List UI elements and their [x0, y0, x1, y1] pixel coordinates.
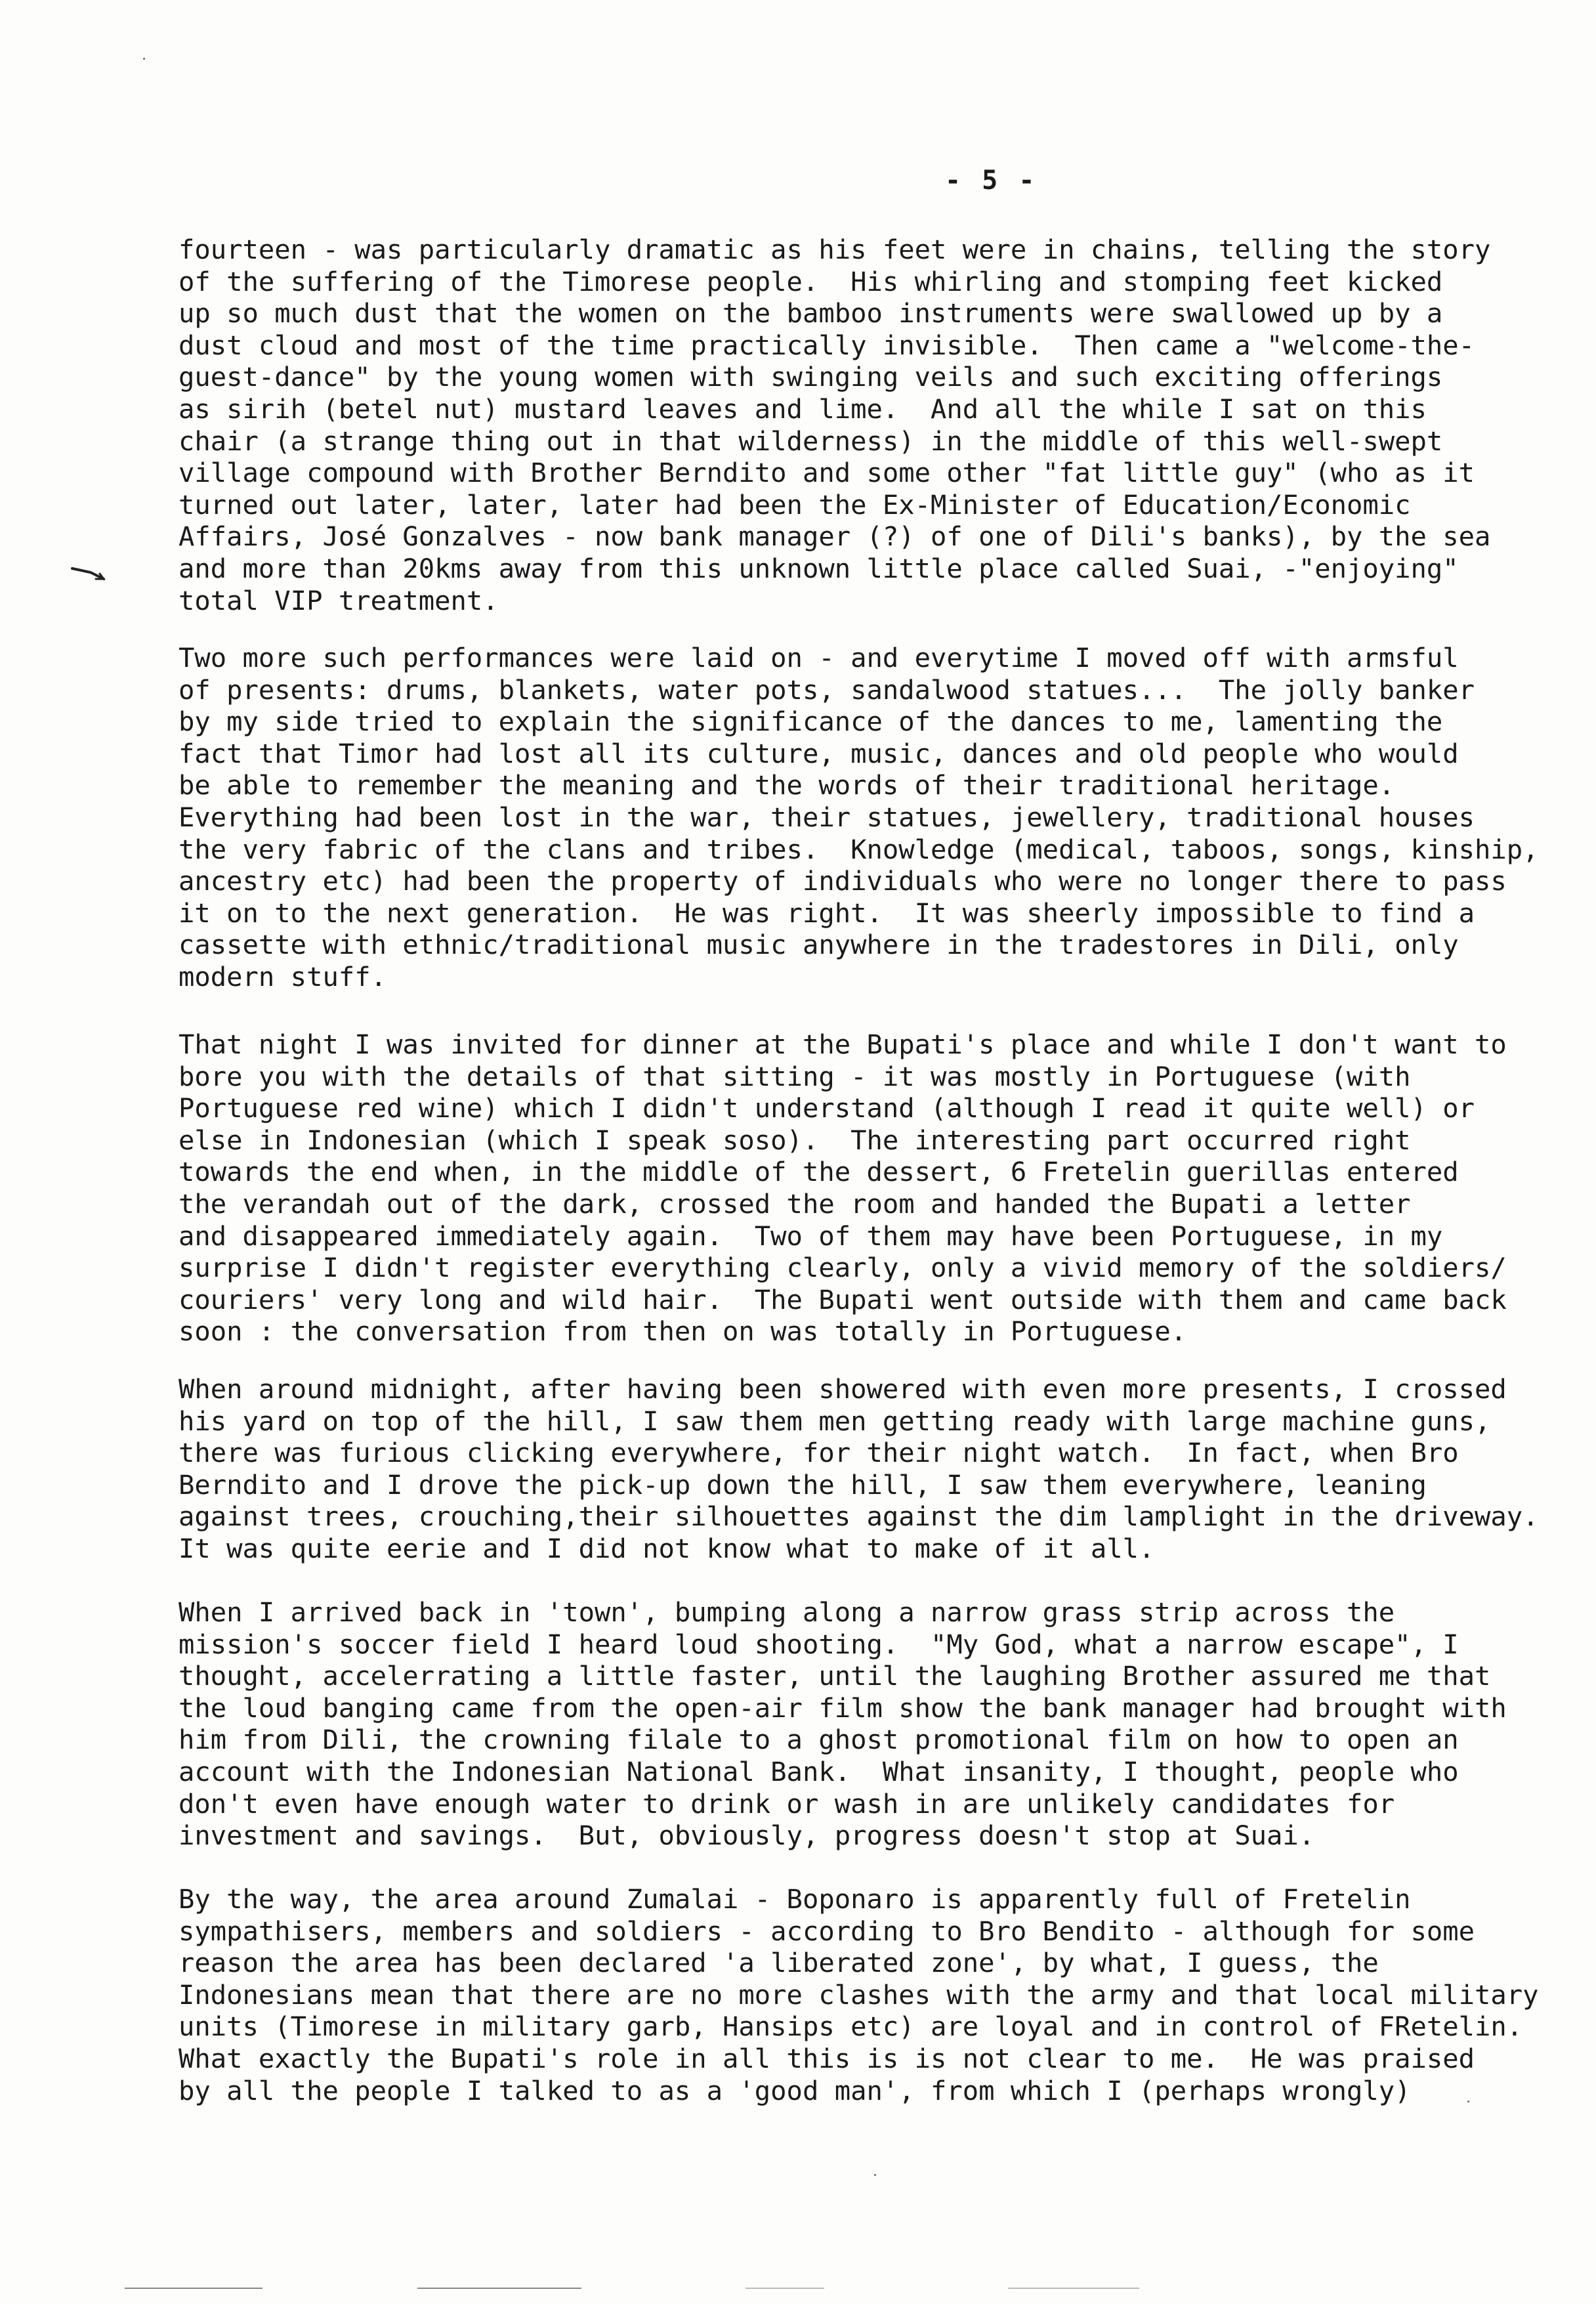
- text-line: by my side tried to explain the significance of the dances to me, lamenting the: [178, 706, 1443, 738]
- text-line: sympathisers, members and soldiers - according to Bro Bendito - although for some: [178, 1915, 1475, 1947]
- text-line: guest-dance" by the young women with swinging veils and such exciting offerings: [178, 361, 1443, 393]
- scan-edge-line: [417, 2288, 581, 2289]
- text-line: him from Dili, the crowning filale to a ghost promotional film on how to open an: [178, 1724, 1459, 1756]
- text-line: account with the Indonesian National Bank. What insanity, I thought, people who: [178, 1755, 1459, 1787]
- text-line: the loud banging came from the open-air film show the bank manager had brought with: [178, 1692, 1507, 1724]
- text-line: towards the end when, in the middle of the dessert, 6 Fretelin guerillas entered: [178, 1156, 1459, 1188]
- paragraph: [178, 234, 1544, 616]
- text-line: turned out later, later, later had been the Ex-Minister of Education/Economic: [178, 488, 1411, 521]
- text-line: the very fabric of the clans and tribes. Knowledge (medical, taboos, songs, kinship,: [178, 833, 1539, 865]
- paragraph: [178, 1883, 1544, 2106]
- paragraph: [178, 642, 1544, 993]
- text-line: units (Timorese in military garb, Hansips etc) are loyal and in control of FRetelin.: [178, 2011, 1523, 2043]
- text-line: surprise I didn't register everything clearly, only a vivid memory of the soldiers/: [178, 1252, 1507, 1284]
- text-line: Berndito and I drove the pick-up down the hill, I saw them everywhere, leaning: [178, 1468, 1427, 1501]
- scan-edge-line: [1008, 2288, 1139, 2289]
- text-line: That night I was invited for dinner at the Bupati's place and while I don't want to: [178, 1029, 1507, 1060]
- text-line: the verandah out of the dark, crossed the room and handed the Bupati a letter: [178, 1187, 1411, 1220]
- text-line: Indonesians mean that there are no more clashes with the army and that local military: [178, 1978, 1539, 2011]
- page-number: - 5 -: [945, 165, 1038, 196]
- text-line: thought, accelerrating a little faster, until the laughing Brother assured me that: [178, 1660, 1491, 1692]
- text-line: and disappeared immediately again. Two of them may have been Portuguese, in my: [178, 1220, 1443, 1252]
- text-line: and more than 20kms away from this unknown little place called Suai, -"enjoying": [178, 552, 1459, 584]
- text-line: mission's soccer field I heard loud shooting. "My God, what a narrow escape", I: [178, 1628, 1459, 1660]
- text-line: cassette with ethnic/traditional music anywhere in the tradestores in Dili, only: [178, 929, 1459, 961]
- text-line: What exactly the Bupati's role in all this is is not clear to me. He was praised: [178, 2042, 1475, 2074]
- text-line: dust cloud and most of the time practically invisible. Then came a "welcome-the-: [178, 329, 1475, 361]
- text-line: soon : the conversation from then on was totally in Portuguese.: [178, 1315, 1187, 1348]
- paragraph: [178, 1373, 1544, 1565]
- text-line: else in Indonesian (which I speak soso). The interesting part occurred right: [178, 1124, 1411, 1156]
- text-line: his yard on top of the hill, I saw them men getting ready with large machine guns,: [178, 1405, 1491, 1437]
- text-line: investment and savings. But, obviously, progress doesn't stop at Suai.: [178, 1820, 1315, 1852]
- text-line: against trees, crouching,their silhouettes against the dim lamplight in the driveway.: [178, 1501, 1539, 1533]
- text-line: be able to remember the meaning and the words of their traditional heritage.: [178, 769, 1395, 801]
- paragraph: [178, 1596, 1544, 1852]
- text-line: bore you with the details of that sitting - it was mostly in Portuguese (with: [178, 1060, 1411, 1092]
- scan-edge-line: [746, 2288, 824, 2289]
- text-line: it on to the next generation. He was right. It was sheerly impossible to find a: [178, 897, 1475, 929]
- scan-edge-line: [125, 2288, 262, 2289]
- text-line: Affairs, José Gonzalves - now bank manager (?) of one of Dili's banks), by the sea: [178, 521, 1491, 553]
- text-line: By the way, the area around Zumalai - Boponaro is apparently full of Fretelin: [178, 1883, 1411, 1915]
- text-line: fourteen - was particularly dramatic as his feet were in chains, telling the story: [178, 234, 1491, 265]
- text-line: chair (a strange thing out in that wilderness) in the middle of this well-swept: [178, 425, 1443, 457]
- text-line: fact that Timor had lost all its culture, music, dances and old people who would: [178, 737, 1459, 769]
- margin-arrow-mark: [71, 563, 108, 582]
- text-line: of the suffering of the Timorese people. His whirling and stomping feet kicked: [178, 265, 1443, 297]
- text-line: It was quite eerie and I did not know what to make of it all.: [178, 1532, 1155, 1564]
- scan-speck: [1467, 2101, 1469, 2102]
- text-line: village compound with Brother Berndito and some other "fat little guy" (who as it: [178, 457, 1475, 489]
- text-line: as sirih (betel nut) mustard leaves and lime. And all the while I sat on this: [178, 393, 1427, 425]
- text-line: modern stuff.: [178, 960, 387, 992]
- text-line: reason the area has been declared 'a liberated zone', by what, I guess, the: [178, 1947, 1379, 1979]
- text-line: Everything had been lost in the war, their statues, jewellery, traditional houses: [178, 801, 1475, 833]
- text-line: Two more such performances were laid on - and everytime I moved off with armsful: [178, 642, 1459, 673]
- scan-speck: [874, 2174, 876, 2176]
- text-line: don't even have enough water to drink or wash in are unlikely candidates for: [178, 1787, 1395, 1820]
- text-line: total VIP treatment.: [178, 584, 499, 616]
- text-line: of presents: drums, blankets, water pots, sandalwood statues... The jolly banker: [178, 673, 1475, 706]
- scan-speck: [143, 58, 145, 60]
- text-line: Portuguese red wine) which I didn't understand (although I read it quite well) or: [178, 1092, 1475, 1124]
- text-line: up so much dust that the women on the bamboo instruments were swallowed up by a: [178, 297, 1443, 330]
- paragraph: [178, 1029, 1544, 1348]
- text-line: couriers' very long and wild hair. The Bupati went outside with them and came back: [178, 1283, 1507, 1315]
- text-line: there was furious clicking everywhere, for their night watch. In fact, when Bro: [178, 1437, 1459, 1469]
- text-line: When I arrived back in 'town', bumping along a narrow grass strip across the: [178, 1596, 1395, 1628]
- text-line: When around midnight, after having been showered with even more presents, I crossed: [178, 1373, 1507, 1405]
- text-line: ancestry etc) had been the property of individuals who were no longer there to pass: [178, 865, 1507, 897]
- text-line: by all the people I talked to as a 'good man', from which I (perhaps wrongly): [178, 2074, 1411, 2106]
